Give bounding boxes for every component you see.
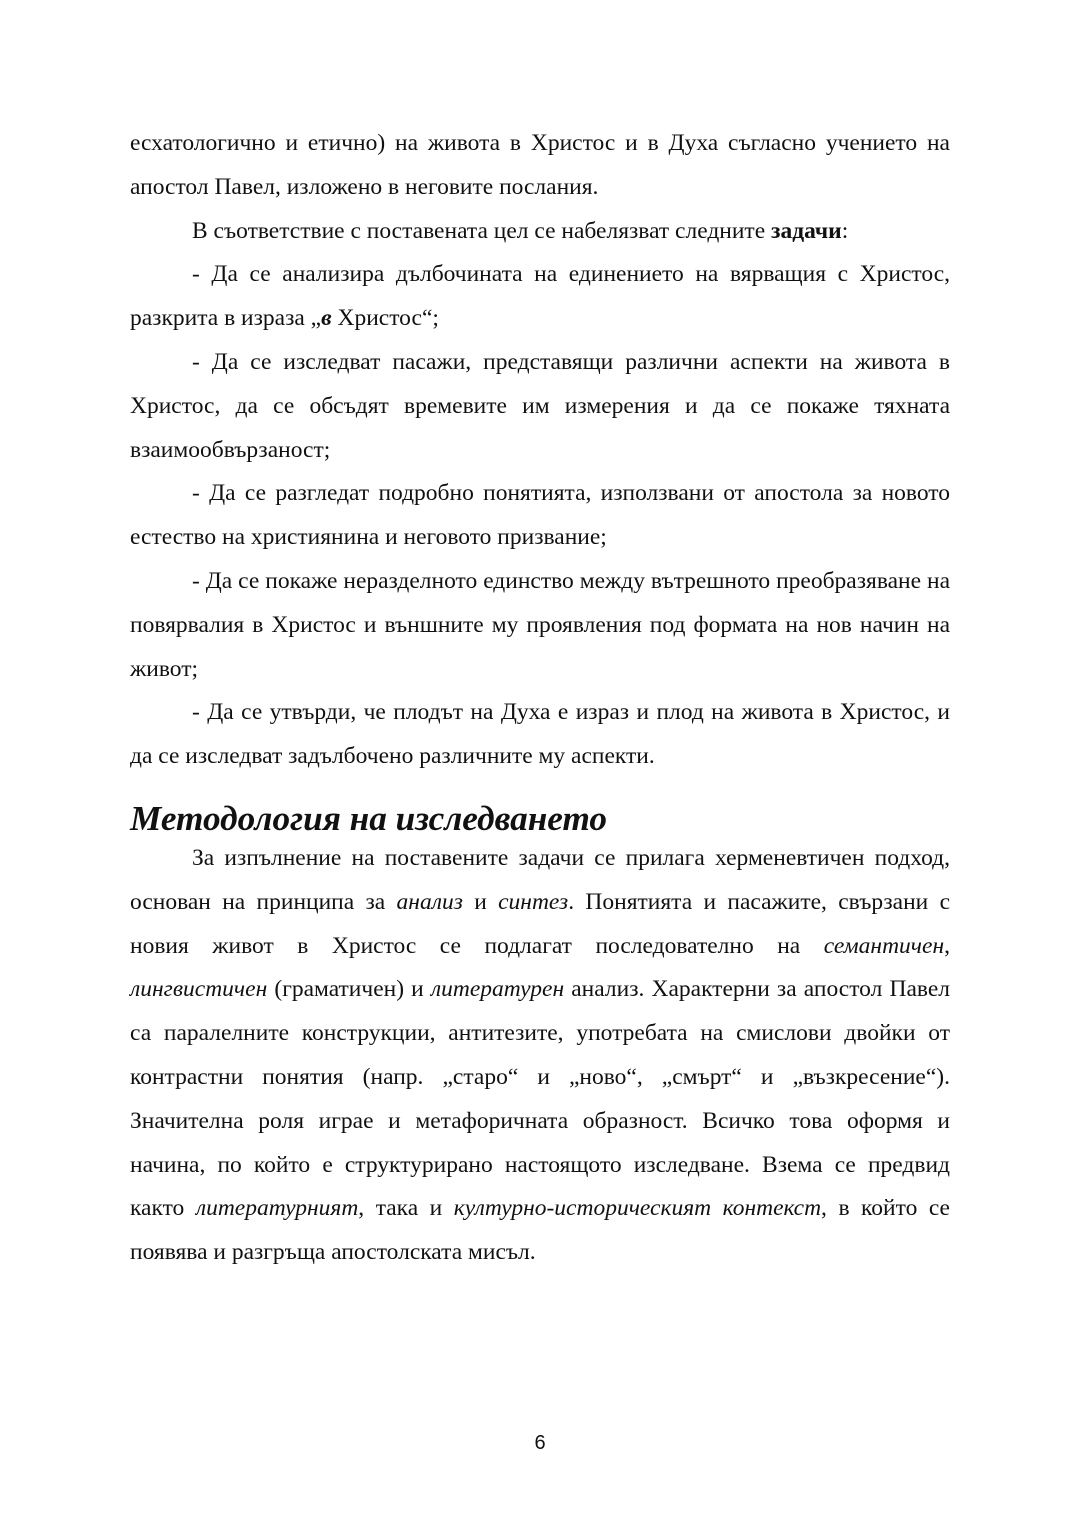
methodology-term-linguistic: лингвистичен <box>130 976 268 1003</box>
tasks-keyword: задачи <box>771 217 842 244</box>
methodology-text-6: анализ. Характерни за апостол Павел са паралелните конструкции, антитезите, употребата на смислови двойки от контрастни понятия (напр. „старо“ и „ново“, „смърт“ и „възкресение“). Значителна роля играе и метафоричната образност. Всичко това оформя и начина, по който е структурирано настоящото изследване. Взема се предвид както <box>130 976 950 1222</box>
methodology-text-3: . Понятията и пасажите, свързани с новия живот в Христос се подлагат последователно на <box>130 888 951 959</box>
methodology-text-1: За изпълнение на поставените задачи се прилага херменевтичен подход, основан на принципа за <box>130 844 950 915</box>
task-item-4: - Да се покаже неразделното единство между вътрешното преобразяване на повярвалия в Христос и външните му проявления под формата на нов начин на живот; <box>130 567 950 682</box>
tasks-intro-colon: : <box>841 217 849 244</box>
methodology-term-literary-context: литературният <box>195 1195 359 1222</box>
task-item-5: - Да се утвърди, че плодът на Духа е израз и плод на живота в Христос, и да се изследват задълбочено различните му аспекти. <box>130 699 950 770</box>
tasks-intro-text: В съответствие с поставената цел се набелязват следните <box>192 217 771 244</box>
methodology-term-cultural-context: културно-историческият контекст <box>453 1195 822 1222</box>
task-item-2: - Да се изследват пасажи, представящи различни аспекти на живота в Христос, да се обсъдят времевите им измерения и да се покаже тяхната взаимообвързаност; <box>130 348 950 463</box>
methodology-text-2: и <box>462 888 499 915</box>
task-item-3: - Да се разгледат подробно понятията, използвани от апостола за новото естество на християнина и неговото призвание; <box>130 480 950 551</box>
methodology-term-analysis: анализ <box>396 888 463 915</box>
methodology-text-7: , така и <box>358 1195 454 1222</box>
document-page <box>130 122 950 1275</box>
task-item-1-emphasis: в <box>321 305 332 332</box>
methodology-text-4: , <box>944 932 950 959</box>
task-item-1-end: Христос“; <box>331 305 439 332</box>
page-number: 6 <box>534 1432 546 1454</box>
methodology-text-5: (граматичен) и <box>267 976 431 1003</box>
paragraph-methodology <box>130 837 950 1275</box>
section-heading-methodology: Методология на изследването <box>130 798 608 838</box>
methodology-term-literary: литературен <box>430 976 565 1003</box>
task-item-1 <box>130 253 950 341</box>
methodology-term-synthesis: синтез <box>498 888 569 915</box>
paragraph-aims-continuation: есхатологично и етично) на живота в Христос и в Духа съгласно учението на апостол Павел, изложено в неговите послания. <box>130 130 950 200</box>
methodology-term-semantic: семантичен <box>823 932 945 959</box>
task-item-1-text: - Да се анализира дълбочината на единението на вярващия с Христос, разкрита в израза „ <box>130 261 950 332</box>
paragraph-tasks-intro <box>130 210 950 254</box>
methodology-text-8: , в който се появява и разгръща апостолската мисъл. <box>130 1195 950 1266</box>
